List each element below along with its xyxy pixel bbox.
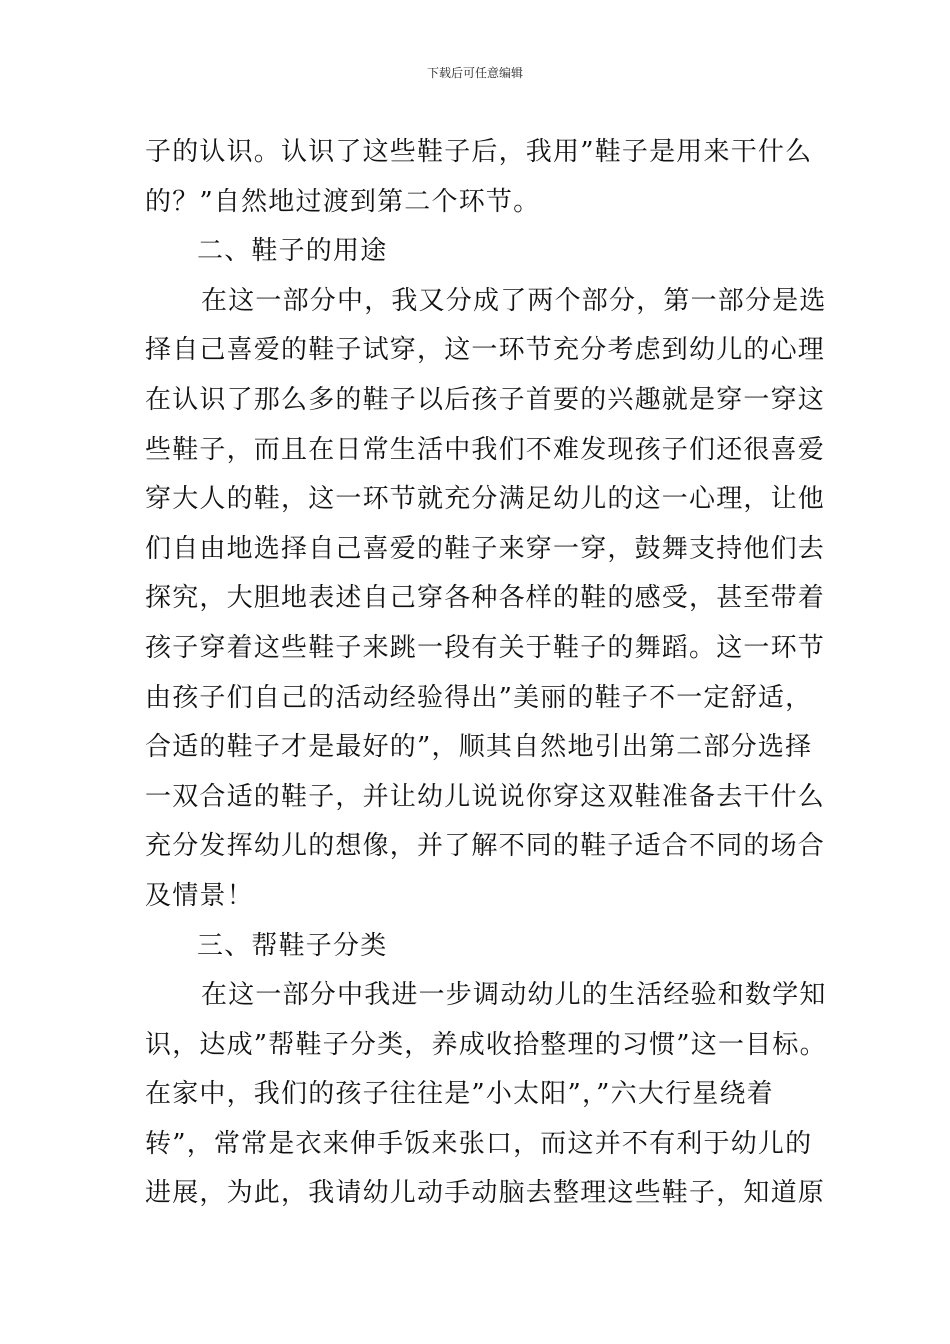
text-line: 一双合适的鞋子，并让幼儿说说你穿这双鞋准备去干什么 <box>145 781 826 812</box>
text-line: 们自由地选择自己喜爱的鞋子来穿一穿，鼓舞支持他们去 <box>145 533 826 564</box>
text-line: 充分发挥幼儿的想像，并了解不同的鞋子适合不同的场合 <box>145 831 826 862</box>
text-line: 进展，为此，我请幼儿动手动脑去整理这些鞋子，知道原 <box>145 1178 826 1209</box>
text-line: 在家中，我们的孩子往往是”小太阳”，”六大行星绕着 <box>145 1079 774 1110</box>
text-line: 择自己喜爱的鞋子试穿，这一环节充分考虑到幼儿的心理 <box>145 335 826 366</box>
text-line: 在这一部分中，我又分成了两个部分，第一部分是选 <box>201 285 827 316</box>
text-line: 在这一部分中我进一步调动幼儿的生活经验和数学知 <box>201 980 827 1011</box>
text-line: 探究，大胆地表述自己穿各种各样的鞋的感受，甚至带着 <box>145 583 826 614</box>
text-line: 子的认识。认识了这些鞋子后，我用”鞋子是用来干什么 <box>145 137 813 167</box>
text-line: 穿大人的鞋，这一环节就充分满足幼儿的这一心理，让他 <box>145 484 826 515</box>
page-header-note: 下载后可任意编辑 <box>426 66 523 80</box>
document-body <box>145 128 835 1219</box>
text-line: 孩子穿着这些鞋子来跳一段有关于鞋子的舞蹈。这一环节 <box>145 632 826 663</box>
text-line: 识，达成”帮鞋子分类，养成收拾整理的习惯”这一目标。 <box>145 1029 827 1060</box>
text-line: 在认识了那么多的鞋子以后孩子首要的兴趣就是穿一穿这 <box>145 384 826 415</box>
section-heading: 三、帮鞋子分类 <box>197 930 388 961</box>
text-line: 的？”自然地过渡到第二个环节。 <box>145 186 541 217</box>
section-heading: 二、鞋子的用途 <box>197 236 388 267</box>
text-line: 及情景！ <box>145 880 254 911</box>
text-line: 转”，常常是衣来伸手饭来张口，而这并不有利于幼儿的 <box>145 1128 813 1159</box>
text-line: 由孩子们自己的活动经验得出”美丽的鞋子不一定舒适， <box>145 682 813 713</box>
text-line: 合适的鞋子才是最好的”，顺其自然地引出第二部分选择 <box>145 732 813 763</box>
text-line: 些鞋子，而且在日常生活中我们不难发现孩子们还很喜爱 <box>145 434 826 465</box>
